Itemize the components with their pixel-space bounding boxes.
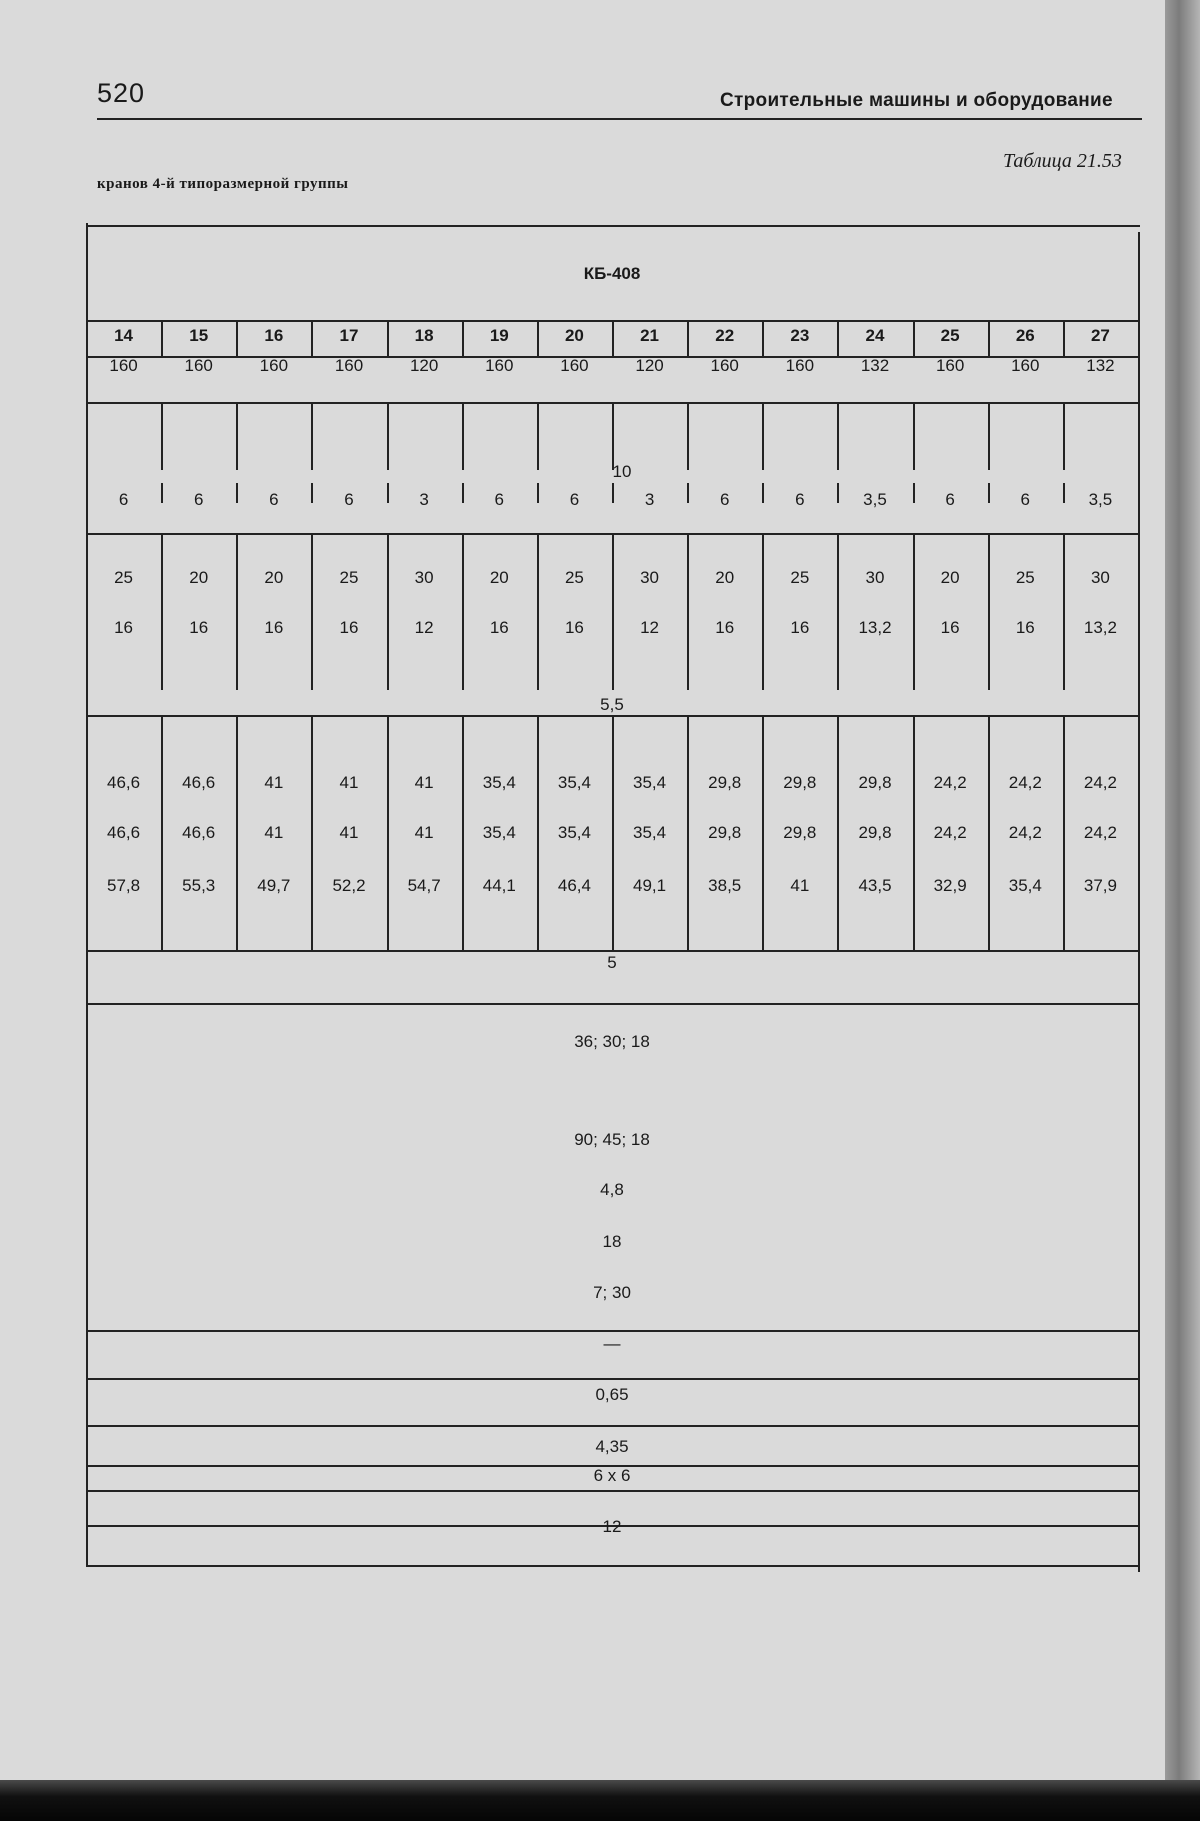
col-tick-8-a	[687, 460, 689, 470]
table-cell: 6	[719, 490, 730, 509]
span-cell: —	[603, 1334, 621, 1353]
table-cell: 25	[339, 568, 359, 587]
span-cell: 6 x 6	[593, 1466, 631, 1485]
col-sep-5-0	[462, 320, 464, 356]
col-sep-4-0	[387, 320, 389, 356]
table-cell: 43,5	[858, 876, 892, 895]
table-cell: 160	[259, 356, 289, 375]
table-cell: 55,3	[182, 876, 216, 895]
column-header: 19	[489, 326, 509, 345]
model-header: КБ-408	[583, 264, 641, 283]
col-sep-1-2	[161, 533, 163, 690]
table-cell: 13,2	[858, 618, 892, 637]
table-cell: 120	[409, 356, 439, 375]
col-tick-3-b	[311, 483, 313, 503]
table-cell: 20	[715, 568, 735, 587]
column-header: 22	[715, 326, 735, 345]
table-cell: 24,2	[933, 823, 967, 842]
col-sep-12-2	[988, 533, 990, 690]
col-sep-10-2	[837, 533, 839, 690]
table-cell: 35,4	[557, 823, 591, 842]
col-sep-9-1	[762, 402, 764, 460]
table-rule-6	[86, 950, 1140, 952]
table-cell: 13,2	[1083, 618, 1117, 637]
table-rule-8	[86, 1330, 1140, 1332]
table-rule-14	[86, 1565, 1140, 1567]
table-cell: 30	[414, 568, 434, 587]
table-cell: 16	[1015, 618, 1035, 637]
table-cell: 20	[264, 568, 284, 587]
span-cell: 5,5	[600, 695, 624, 714]
table-cell: 6	[945, 490, 955, 509]
table-cell: 35,4	[557, 773, 591, 792]
col-sep-10-0	[837, 320, 839, 356]
table-cell: 25	[1015, 568, 1035, 587]
span-cell: 90; 45; 18	[574, 1130, 650, 1149]
table-cell: 35,4	[633, 773, 667, 792]
running-head: Строительные машины и оборудование	[720, 90, 1113, 111]
column-header: 26	[1015, 326, 1035, 345]
table-cell: 32,9	[933, 876, 967, 895]
table-cell: 3,5	[863, 490, 887, 509]
span-cell: 18	[602, 1232, 622, 1251]
table-cell: 30	[1090, 568, 1110, 587]
col-sep-2-2	[236, 533, 238, 690]
table-rule-9	[86, 1378, 1140, 1380]
span-cell: 36; 30; 18	[574, 1032, 650, 1051]
table-cell: 41	[414, 773, 434, 792]
table-cell: 46,6	[107, 773, 141, 792]
table-cell: 120	[635, 356, 664, 375]
col-tick-6-b	[537, 483, 539, 503]
table-cell: 41	[339, 823, 359, 842]
table-cell: 16	[564, 618, 584, 637]
column-header: 24	[865, 326, 885, 345]
column-header: 16	[264, 326, 284, 345]
table-cell: 35,4	[633, 823, 667, 842]
table-cell: 25	[564, 568, 584, 587]
table-cell: 44,1	[482, 876, 516, 895]
col-tick-11-b	[913, 483, 915, 503]
table-cell: 46,6	[182, 823, 216, 842]
table-cell: 52,2	[332, 876, 366, 895]
table-cell: 16	[264, 618, 284, 637]
col-tick-13-b	[1063, 483, 1065, 503]
col-tick-1-a	[161, 460, 163, 470]
page-number: 520	[97, 78, 146, 108]
col-tick-9-a	[762, 460, 764, 470]
col-sep-13-0	[1063, 320, 1065, 356]
col-tick-4-b	[387, 483, 389, 503]
table-cell: 160	[109, 356, 138, 375]
table-cell: 20	[940, 568, 960, 587]
table-caption: Таблица 21.53	[1003, 150, 1122, 172]
col-sep-8-2	[687, 533, 689, 690]
table-cell: 41	[264, 823, 284, 842]
table-cell: 132	[1086, 356, 1115, 375]
table-cell: 132	[860, 356, 890, 375]
column-header: 15	[189, 326, 209, 345]
col-sep-2-0	[236, 320, 238, 356]
span-cell: 12	[602, 1517, 622, 1536]
table-cell: 49,7	[257, 876, 291, 895]
table-cell: 16	[940, 618, 960, 637]
table-cell: 38,5	[708, 876, 742, 895]
col-tick-1-b	[161, 483, 163, 503]
table-cell: 3	[419, 490, 429, 509]
table-cell: 3,5	[1088, 490, 1113, 509]
table-cell: 3	[644, 490, 655, 509]
table-cell: 6	[1020, 490, 1031, 509]
table-cell: 29,8	[858, 773, 892, 792]
table-cell: 16	[489, 618, 509, 637]
table-cell: 16	[715, 618, 735, 637]
column-header: 23	[790, 326, 810, 345]
header-rule	[97, 118, 1142, 120]
table-cell: 20	[489, 568, 509, 587]
col-tick-10-b	[837, 483, 839, 503]
span-cell: 4,35	[595, 1437, 629, 1456]
col-sep-9-2	[762, 533, 764, 690]
col-tick-12-b	[988, 483, 990, 503]
table-cell: 160	[485, 356, 514, 375]
table-cell: 16	[790, 618, 810, 637]
table-cell: 30	[865, 568, 885, 587]
span-cell: 0,65	[595, 1385, 629, 1404]
table-cell: 160	[184, 356, 213, 375]
table-cell: 160	[710, 356, 739, 375]
col-sep-9-0	[762, 320, 764, 356]
column-header: 18	[414, 326, 434, 345]
col-sep-13-1	[1063, 402, 1065, 460]
page-edge-right	[1165, 0, 1200, 1821]
table-cell: 16	[339, 618, 359, 637]
table-cell: 24,2	[1083, 773, 1117, 792]
table-cell: 30	[640, 568, 660, 587]
col-sep-6-2	[537, 533, 539, 690]
col-tick-2-b	[236, 483, 238, 503]
table-rule-7	[86, 1003, 1140, 1005]
col-tick-13-a	[1063, 460, 1065, 470]
page-edge-bottom	[0, 1780, 1200, 1821]
col-sep-3-1	[311, 402, 313, 460]
table-cell: 6	[494, 490, 505, 509]
span-cell: 10	[612, 462, 632, 481]
table-cell: 29,8	[783, 773, 817, 792]
table-cell: 6	[193, 490, 204, 509]
table-cell: 24,2	[1008, 823, 1042, 842]
table-cell: 29,8	[708, 773, 742, 792]
table-cell: 160	[1011, 356, 1040, 375]
col-tick-3-a	[311, 460, 313, 470]
col-sep-7-1	[612, 402, 614, 460]
col-sep-1-1	[161, 402, 163, 460]
table-cell: 54,7	[407, 876, 441, 895]
col-tick-10-a	[837, 460, 839, 470]
col-sep-1-0	[161, 320, 163, 356]
col-tick-4-a	[387, 460, 389, 470]
table-cell: 57,8	[107, 876, 141, 895]
table-cell: 37,9	[1083, 876, 1117, 895]
col-sep-5-1	[462, 402, 464, 460]
col-sep-3-0	[311, 320, 313, 356]
table-cell: 41	[264, 773, 284, 792]
table-title: кранов 4-й типоразмерной группы	[97, 176, 349, 192]
span-cell: 7; 30	[593, 1283, 631, 1302]
col-tick-12-a	[988, 460, 990, 470]
table-cell: 46,4	[557, 876, 591, 895]
table-cell: 35,4	[482, 823, 516, 842]
table-cell: 24,2	[933, 773, 967, 792]
column-header: 17	[339, 326, 359, 345]
table-cell: 46,6	[182, 773, 216, 792]
table-cell: 6	[569, 490, 580, 509]
table-rule-10	[86, 1425, 1140, 1427]
col-sep-11-1	[913, 402, 915, 460]
col-sep-10-1	[837, 402, 839, 460]
table-border-right	[1138, 232, 1140, 1572]
col-sep-11-0	[913, 320, 915, 356]
col-sep-6-0	[537, 320, 539, 356]
col-sep-5-2	[462, 533, 464, 690]
col-sep-11-2	[913, 533, 915, 690]
table-cell: 12	[640, 618, 660, 637]
table-cell: 6	[795, 490, 805, 509]
table-rule-12	[86, 1490, 1140, 1492]
table-cell: 41	[790, 876, 810, 895]
col-sep-2-1	[236, 402, 238, 460]
col-sep-7-0	[612, 320, 614, 356]
table-cell: 25	[114, 568, 134, 587]
span-cell: 4,8	[600, 1180, 624, 1199]
table-cell: 49,1	[633, 876, 667, 895]
col-tick-5-a	[462, 460, 464, 470]
table-cell: 35,4	[482, 773, 516, 792]
table-cell: 41	[414, 823, 434, 842]
col-sep-12-0	[988, 320, 990, 356]
table-cell: 160	[785, 356, 815, 375]
table-cell: 16	[189, 618, 209, 637]
table-cell: 16	[114, 618, 134, 637]
col-tick-5-b	[462, 483, 464, 503]
column-header: 21	[640, 326, 660, 345]
table-cell: 6	[269, 490, 279, 509]
col-sep-6-1	[537, 402, 539, 460]
col-sep-4-1	[387, 402, 389, 460]
table-cell: 29,8	[708, 823, 742, 842]
table-cell: 160	[334, 356, 364, 375]
col-sep-12-1	[988, 402, 990, 460]
column-header: 14	[114, 326, 134, 345]
table-cell: 41	[339, 773, 359, 792]
column-header: 20	[564, 326, 584, 345]
table-cell: 160	[935, 356, 965, 375]
table-cell: 24,2	[1083, 823, 1117, 842]
table-cell: 24,2	[1008, 773, 1042, 792]
table-rule-0	[86, 225, 1140, 227]
col-tick-9-b	[762, 483, 764, 503]
col-sep-8-1	[687, 402, 689, 460]
table-cell: 35,4	[1008, 876, 1042, 895]
table-cell: 6	[344, 490, 354, 509]
col-tick-2-a	[236, 460, 238, 470]
col-sep-4-2	[387, 533, 389, 690]
col-tick-11-a	[913, 460, 915, 470]
table-cell: 20	[189, 568, 209, 587]
table-cell: 12	[414, 618, 434, 637]
table-cell: 25	[790, 568, 810, 587]
span-cell: 5	[607, 953, 617, 972]
table-cell: 160	[560, 356, 589, 375]
column-header: 27	[1090, 326, 1110, 345]
col-tick-6-a	[537, 460, 539, 470]
table-cell: 29,8	[858, 823, 892, 842]
col-sep-13-2	[1063, 533, 1065, 690]
table-cell: 6	[118, 490, 129, 509]
col-tick-8-b	[687, 483, 689, 503]
col-tick-7-b	[612, 483, 614, 503]
table-cell: 29,8	[783, 823, 817, 842]
col-sep-7-2	[612, 533, 614, 690]
column-header: 25	[940, 326, 960, 345]
table-cell: 46,6	[107, 823, 141, 842]
col-sep-8-0	[687, 320, 689, 356]
col-sep-3-2	[311, 533, 313, 690]
